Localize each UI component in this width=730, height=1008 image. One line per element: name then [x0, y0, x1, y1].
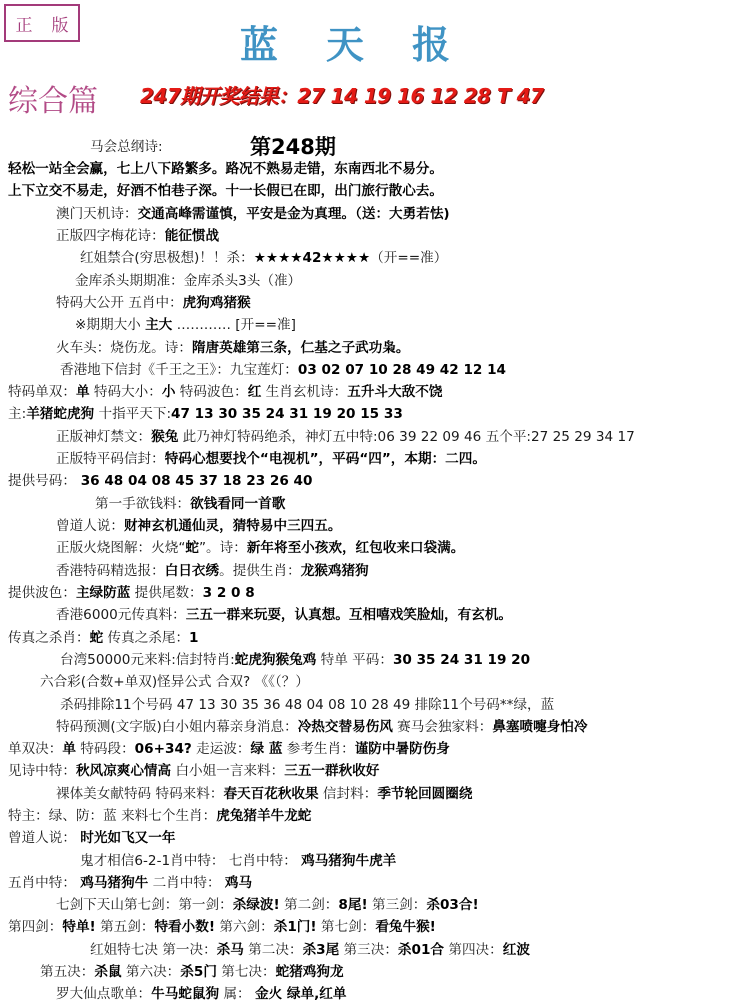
- line-segment: 能征惯战: [164, 228, 220, 244]
- line-segment: 交通高峰需谨慎，平安是金为真理。（送：大勇若怯): [137, 206, 450, 222]
- line-segment: 特码段：: [75, 741, 135, 757]
- line-segment: 第七剑：: [316, 919, 376, 935]
- line-segment: ★★★★42★★★★: [253, 250, 371, 266]
- line-segment: 杀绿波!: [232, 897, 280, 913]
- text-line: [8, 381, 442, 403]
- line-segment: 冷热交替易伤风: [297, 719, 393, 735]
- line-segment: 时光如飞又一年: [80, 830, 176, 846]
- line-segment: 特码大公开 五肖中：: [56, 295, 183, 311]
- line-segment: 正版四字梅花诗：: [56, 228, 165, 244]
- line-segment: 红波: [502, 942, 530, 958]
- line-segment: 。提供生肖：: [219, 563, 301, 579]
- line-segment: 鸡马: [224, 875, 253, 891]
- line-segment: 白日衣绣: [164, 563, 220, 579]
- text-line: [80, 247, 447, 269]
- text-line: [8, 158, 443, 180]
- line-segment: 香港特码精选报：: [56, 563, 165, 579]
- line-segment: 第四剑：: [8, 919, 63, 935]
- line-segment: 澳门天机诗：: [56, 206, 138, 222]
- line-segment: 五肖中特：: [8, 875, 81, 891]
- line-segment: 第五剑：: [95, 919, 155, 935]
- line-segment: 第六决：: [121, 964, 181, 980]
- line-segment: 8尾!: [338, 897, 368, 913]
- text-line: [8, 916, 436, 938]
- line-segment: 白小姐一言来料：: [171, 763, 285, 779]
- text-line: [40, 671, 309, 693]
- text-line: [56, 426, 635, 448]
- line-segment: 特码心想要找个“电视机”，平码“四”，本期：二四。: [164, 451, 486, 467]
- line-segment: 鼻塞喷嚏身怕冷: [492, 719, 588, 735]
- intro-label: 马会总纲诗:: [90, 139, 163, 155]
- line-segment: 单双决：: [8, 741, 63, 757]
- text-line: [56, 448, 486, 470]
- line-segment: 特码波色：: [175, 384, 248, 400]
- line-segment: 金库杀头期期准：金库杀头3头（准）: [75, 273, 302, 289]
- line-segment: 第三决：: [339, 942, 398, 958]
- line-segment: ”。诗：: [198, 540, 247, 556]
- text-line: [56, 983, 346, 1005]
- line-segment: 曾道人说：: [56, 518, 124, 534]
- line-segment: 欲钱看同一首歌: [190, 496, 286, 512]
- line-segment: 鬼才相信6-2-1肖中特： 七肖中特：: [80, 853, 302, 869]
- line-segment: 看兔牛猴!: [375, 919, 436, 935]
- line-segment: 第三剑：: [367, 897, 427, 913]
- text-line: [56, 203, 450, 225]
- line-segment: 属：: [219, 986, 255, 1002]
- line-segment: 隋唐英雄第三条，仁基之子武功枭。: [191, 340, 410, 356]
- text-line: [95, 493, 285, 515]
- line-segment: 火车头：烧伤龙。诗：: [56, 340, 192, 356]
- line-segment: 第五决：: [40, 964, 95, 980]
- line-segment: 第六剑：: [215, 919, 274, 935]
- line-segment: 红姐特七决 第一决：: [90, 942, 217, 958]
- line-segment: 新年将至小孩欢，红包收来口袋满。: [246, 540, 465, 556]
- text-line: [56, 716, 588, 738]
- text-line: [56, 560, 369, 582]
- text-line: [60, 694, 554, 716]
- line-segment: 走运波：: [191, 741, 251, 757]
- line-segment: 龙猴鸡猪狗: [300, 563, 369, 579]
- text-line: [8, 872, 252, 894]
- line-segment: 上下立交不易走，好酒不怕巷子深。十一长假已在即，出门旅行散心去。: [8, 183, 443, 199]
- text-line: [8, 738, 450, 760]
- line-segment: 传真之杀肖：: [8, 630, 90, 646]
- line-segment: 杀码排除11个号码 47 13 30 35 36 48 04 08 10 28 49 排除11个号码**绿，蓝: [60, 697, 555, 713]
- line-segment: 季节轮回圆圈绕: [377, 786, 473, 802]
- line-segment: 特码预测(文字版)白小姐内幕亲身消息：: [56, 719, 298, 735]
- line-segment: 六合彩(合数+单双)怪异公式 合双? 《《（？）: [40, 674, 309, 690]
- line-segment: 杀01合: [397, 942, 445, 958]
- text-line: [8, 470, 312, 492]
- badge-char-2: 版: [51, 15, 69, 36]
- line-segment: 杀1门!: [273, 919, 317, 935]
- line-segment: 传真之杀尾：: [103, 630, 190, 646]
- line-segment: 第七决：: [216, 964, 276, 980]
- text-line: [8, 582, 255, 604]
- line-segment: 主:: [8, 406, 27, 422]
- line-segment: 羊猪蛇虎狗: [26, 406, 95, 422]
- line-segment: 罗大仙点歌单：: [56, 986, 152, 1002]
- line-segment: 虎兔猪羊牛龙蛇: [216, 808, 312, 824]
- line-segment: 七剑下天山第七剑：第一剑：: [56, 897, 233, 913]
- line-segment: 蛇: [185, 540, 199, 556]
- text-line: [56, 604, 512, 626]
- line-segment: 正版火烧图解：火烧“: [56, 540, 186, 556]
- line-segment: 正版神灯禁文：: [56, 429, 152, 445]
- line-segment: 47 13 30 35 24 31 19 20 15 33: [171, 406, 403, 422]
- line-segment: 台湾50000元来料:信封特肖:: [60, 652, 235, 668]
- line-segment: 30 35 24 31 19 20: [392, 652, 531, 668]
- text-line: [75, 270, 301, 292]
- line-segment: 小: [161, 384, 176, 400]
- text-line: [8, 403, 403, 425]
- line-segment: 香港地下信封《千王之王》：九宝莲灯：: [60, 362, 298, 378]
- line-segment: 红姐禁合(穷思极想)！！杀：: [80, 250, 254, 266]
- text-line: [56, 337, 409, 359]
- line-segment: 此乃神灯特码绝杀，神灯五中特:06 39 22 09 46 五个平:27 25 29 34 17: [178, 429, 635, 445]
- line-segment: 第一手欲钱料：: [95, 496, 191, 512]
- text-line: [56, 783, 472, 805]
- line-segment: 鸡马猪狗牛: [80, 875, 149, 891]
- text-line: [60, 359, 506, 381]
- line-segment: 见诗中特：: [8, 763, 76, 779]
- line-segment: 信封料：: [318, 786, 378, 802]
- line-segment: 第二剑：: [279, 897, 339, 913]
- line-segment: （开==准）: [370, 250, 448, 266]
- text-line: [90, 939, 530, 961]
- genuine-badge: [4, 4, 80, 42]
- line-segment: 虎狗鸡猪猴: [182, 295, 251, 311]
- line-segment: 特主：绿、防：蓝 来料七个生肖：: [8, 808, 217, 824]
- line-segment: 蛇虎狗猴兔鸡: [234, 652, 317, 668]
- line-segment: 杀03合!: [426, 897, 479, 913]
- line-segment: 3 2 0 8: [202, 585, 255, 601]
- issue-number: 第248期: [250, 135, 336, 159]
- line-segment: 鸡马猪狗牛虎羊: [301, 853, 397, 869]
- line-segment: 提供波色：: [8, 585, 76, 601]
- line-segment: 36 48 04 08 45 37 18 23 26 40: [75, 473, 313, 489]
- line-segment: 轻松一站全会赢，七上八下路繁多。路况不熟易走错，东南西北不易分。: [8, 161, 443, 177]
- line-segment: 提供号码：: [8, 473, 76, 489]
- draw-result-banner: 247期开奖结果：27 14 19 16 12 28 T 47: [140, 84, 544, 108]
- text-line: [80, 850, 396, 872]
- badge-char-1: 正: [15, 15, 33, 36]
- text-line: [60, 649, 530, 671]
- line-segment: 主绿防蓝: [75, 585, 131, 601]
- line-segment: 1: [189, 630, 199, 646]
- line-segment: 红: [247, 384, 262, 400]
- line-segment: 03 02 07 10 28 49 42 12 14: [297, 362, 507, 378]
- line-segment: 三五一群秋收好: [284, 763, 380, 779]
- line-segment: 杀马: [216, 942, 244, 958]
- text-line: [40, 961, 344, 983]
- line-segment: 第四决：: [444, 942, 503, 958]
- text-line: [8, 760, 379, 782]
- line-segment: 特单!: [62, 919, 96, 935]
- line-segment: 五升斗大敌不饶: [347, 384, 443, 400]
- section-title: 综合篇: [8, 84, 98, 119]
- line-segment: 特码单双：: [8, 384, 76, 400]
- line-segment: 赛马会独家料：: [392, 719, 493, 735]
- line-segment: 春天百花秋收果: [223, 786, 319, 802]
- page-title: 蓝天报: [240, 22, 499, 67]
- line-segment: 曾道人说：: [8, 830, 81, 846]
- line-segment: 杀3尾: [302, 942, 340, 958]
- line-segment: 主大: [145, 317, 173, 333]
- text-line: [8, 627, 199, 649]
- line-segment: 蛇猪鸡狗龙: [275, 964, 344, 980]
- text-line: [8, 805, 311, 827]
- line-segment: 杀5门: [180, 964, 217, 980]
- line-segment: 单: [75, 384, 90, 400]
- line-segment: ………… [开==准]: [172, 317, 296, 333]
- line-segment: 正版特平码信封：: [56, 451, 165, 467]
- text-line: [75, 314, 296, 336]
- line-segment: 香港6000元传真料：: [56, 607, 186, 623]
- line-segment: 单: [62, 741, 76, 757]
- line-segment: 十指平天下:: [94, 406, 172, 422]
- line-segment: 提供尾数：: [130, 585, 203, 601]
- line-segment: 蛇: [89, 630, 104, 646]
- line-segment: 生肖玄机诗：: [261, 384, 348, 400]
- text-line: [56, 225, 219, 247]
- line-segment: 牛马蛇鼠狗: [151, 986, 220, 1002]
- line-segment: 参考生肖：: [282, 741, 355, 757]
- text-line: [56, 894, 479, 916]
- line-segment: 秋风凉爽心情高: [75, 763, 172, 779]
- text-line: [56, 292, 251, 314]
- line-segment: 金火 绿单,红单: [254, 986, 347, 1002]
- line-segment: 绿 蓝: [250, 741, 283, 757]
- line-segment: 猴兔: [151, 429, 179, 445]
- line-segment: 三五一群来玩耍，认真想。互相嘻戏笑脸灿，有玄机。: [185, 607, 513, 623]
- line-segment: 谨防中暑防伤身: [354, 741, 450, 757]
- line-segment: 二肖中特：: [148, 875, 225, 891]
- text-line: [56, 515, 341, 537]
- line-segment: 第二决：: [243, 942, 303, 958]
- line-segment: ※期期大小: [75, 317, 146, 333]
- line-segment: 特码大小：: [89, 384, 162, 400]
- line-segment: 06+34?: [134, 741, 192, 757]
- line-segment: 特单 平码：: [316, 652, 393, 668]
- line-segment: 裸体美女献特码 特码来料：: [56, 786, 224, 802]
- text-line: [56, 537, 464, 559]
- text-line: [8, 827, 175, 849]
- line-segment: 特看小数!: [154, 919, 216, 935]
- line-segment: 财神玄机通仙灵，猜特易中三四五。: [123, 518, 342, 534]
- text-line: [8, 180, 443, 202]
- line-segment: 杀鼠: [94, 964, 122, 980]
